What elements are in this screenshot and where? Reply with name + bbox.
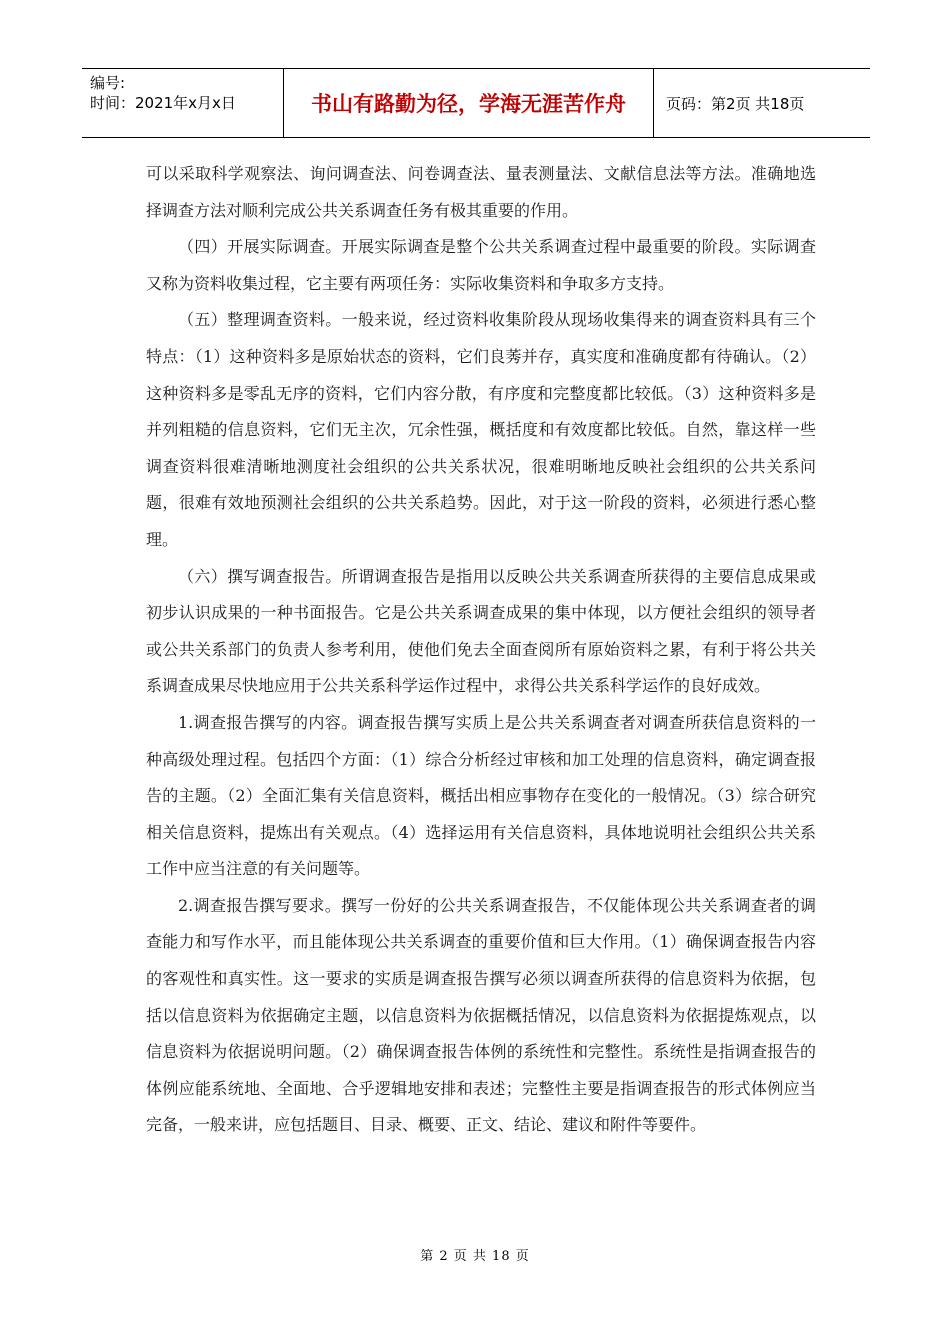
document-time: 时间：2021年x月x日 [90,94,236,112]
page-footer: 第 2 页 共 18 页 [420,1249,530,1264]
paragraph: 可以采取科学观察法、询问调查法、问卷调查法、量表测量法、文献信息法等方法。准确地选择调查方法对顺利完成公共关系调查任务有极其重要的作用。 [146,164,816,220]
document-body [146,156,816,1144]
paragraph: （四）开展实际调查。开展实际调查是整个公共关系调查过程中最重要的阶段。实际调查又称为资料收集过程，它主要有两项任务：实际收集资料和争取多方支持。 [146,237,816,293]
page-header [82,68,870,138]
paragraph: 1.调查报告撰写的内容。调查报告撰写实质上是公共关系调查者对调查所获信息资料的一种高级处理过程。包括四个方面：（1）综合分析经过审核和加工处理的信息资料，确定调查报告的主题。（2）全面汇集有关信息资料，概括出相应事物存在变化的一般情况。（3）综合研究相关信息资料，提炼出有关观点。（4）选择运用有关信息资料，具体地说明社会组织公共关系工作中应当注意的有关问题等。 [146,712,816,879]
header-meta [82,69,283,137]
paragraph: 2.调查报告撰写要求。撰写一份好的公共关系调查报告，不仅能体现公共关系调查者的调查能力和写作水平，而且能体现公共关系调查的重要价值和巨大作用。（1）确保调查报告内容的客观性和真实性。这一要求的实质是调查报告撰写必须以调查所获得的信息资料为依据，包括以信息资料为依据确定主题，以信息资料为依据概括情况，以信息资料为依据提炼观点，以信息资料为依据说明问题。（2）确保调查报告体例的系统性和完整性。系统性是指调查报告的体例应能系统地、全面地、合乎逻辑地安排和表述；完整性主要是指调查报告的形式体例应当完备，一般来讲，应包括题目、目录、概要、正文、结论、建议和附件等要件。 [146,895,816,1135]
header-motto: 书山有路勤为径，学海无涯苦作舟 [283,69,654,137]
paragraph: （五）整理调查资料。一般来说，经过资料收集阶段从现场收集得来的调查资料具有三个特点：（1）这种资料多是原始状态的资料，它们良莠并存，真实度和准确度都有待确认。（2）这种资料多是零乱无序的资料，它们内容分散，有序度和完整度都比较低。（3）这种资料多是并列粗糙的信息资料，它们无主次，冗余性强，概括度和有效度都比较低。自然，靠这样一些调查资料很难清晰地测度社会组织的公共关系状况，很难明晰地反映社会组织的公共关系问题，很难有效地预测社会组织的公共关系趋势。因此，对于这一阶段的资料，必须进行悉心整理。 [146,310,816,549]
document-number-label: 编号: [90,74,126,92]
header-page-info: 页码：第2页 共18页 [666,94,805,113]
paragraph: （六）撰写调查报告。所谓调查报告是指用以反映公共关系调查所获得的主要信息成果或初步认识成果的一种书面报告。它是公共关系调查成果的集中体现，以方便社会组织的领导者或公共关系部门的负责人参考利用，使他们免去全面查阅所有原始资料之累，有利于将公共关系调查成果尽快地应用于公共关系科学运作过程中，求得公共关系科学运作的良好成效。 [146,566,816,696]
